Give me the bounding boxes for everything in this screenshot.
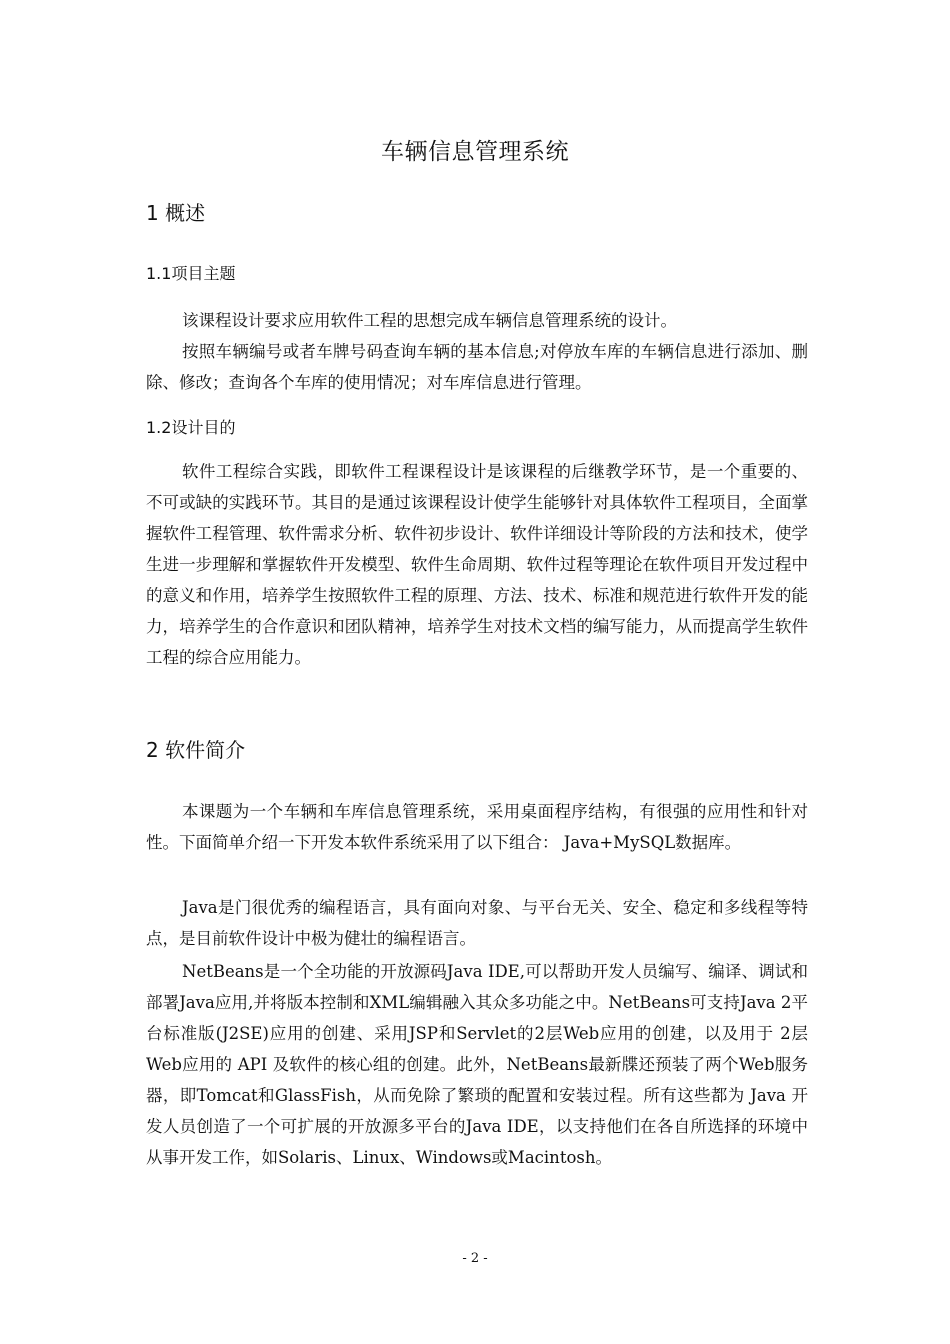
section-heading-software-intro: 2 软件简介 <box>146 738 246 762</box>
paragraph: NetBeans是一个全功能的开放源码Java IDE,可以帮助开发人员编写、编译、调试和部署Java应用,并将版本控制和XML编辑融入其众多功能之中。NetBeans可支持Java 2平台标准版(J2SE)应用的创建、采用JSP和Servlet的2层Web应用的创建，以及用于 2层Web应用的 API 及软件的核心组的创建。此外，NetBeans最新牒还预装了两个Web服务器，即Tomcat和GlassFish，从而免除了繁琐的配置和安装过程。所有这些都为 Java 开发人员创造了一个可扩展的开放源多平台的Java IDE，以支持他们在各自所选择的环境中从事开发工作，如Solaris、Linux、Windows或Macintosh。 <box>146 962 808 1167</box>
paragraph: 软件工程综合实践，即软件工程课程设计是该课程的后继教学环节，是一个重要的、不可或缺的实践环节。其目的是通过该课程设计使学生能够针对具体软件工程项目，全面掌握软件工程管理、软件需求分析、软件初步设计、软件详细设计等阶段的方法和技术，使学生进一步理解和掌握软件开发模型、软件生命周期、软件过程等理论在软件项目开发过程中的意义和作用，培养学生按照软件工程的原理、方法、技术、标准和规范进行软件开发的能力，培养学生的合作意识和团队精神，培养学生对技术文档的编写能力，从而提高学生软件工程的综合应用能力。 <box>146 462 808 667</box>
paragraph: 按照车辆编号或者车牌号码查询车辆的基本信息;对停放车库的车辆信息进行添加、删除、修改；查询各个车库的使用情况；对车库信息进行管理。 <box>146 342 808 392</box>
paragraph: Java是门很优秀的编程语言，具有面向对象、与平台无关、安全、稳定和多线程等特点，是目前软件设计中极为健壮的编程语言。 <box>146 898 808 948</box>
paragraph: 本课题为一个车辆和车库信息管理系统，采用桌面程序结构，有很强的应用性和针对性。下面简单介绍一下开发本软件系统采用了以下组合： Java+MySQL数据库。 <box>146 802 808 852</box>
page-number: - 2 - <box>462 1251 488 1266</box>
subsection-heading-project-topic: 1.1项目主题 <box>146 264 236 283</box>
paragraph: 该课程设计要求应用软件工程的思想完成车辆信息管理系统的设计。 <box>182 311 677 330</box>
subsection-heading-design-goal: 1.2设计目的 <box>146 418 236 437</box>
section-heading-overview: 1 概述 <box>146 201 206 225</box>
document-title: 车辆信息管理系统 <box>381 139 569 165</box>
